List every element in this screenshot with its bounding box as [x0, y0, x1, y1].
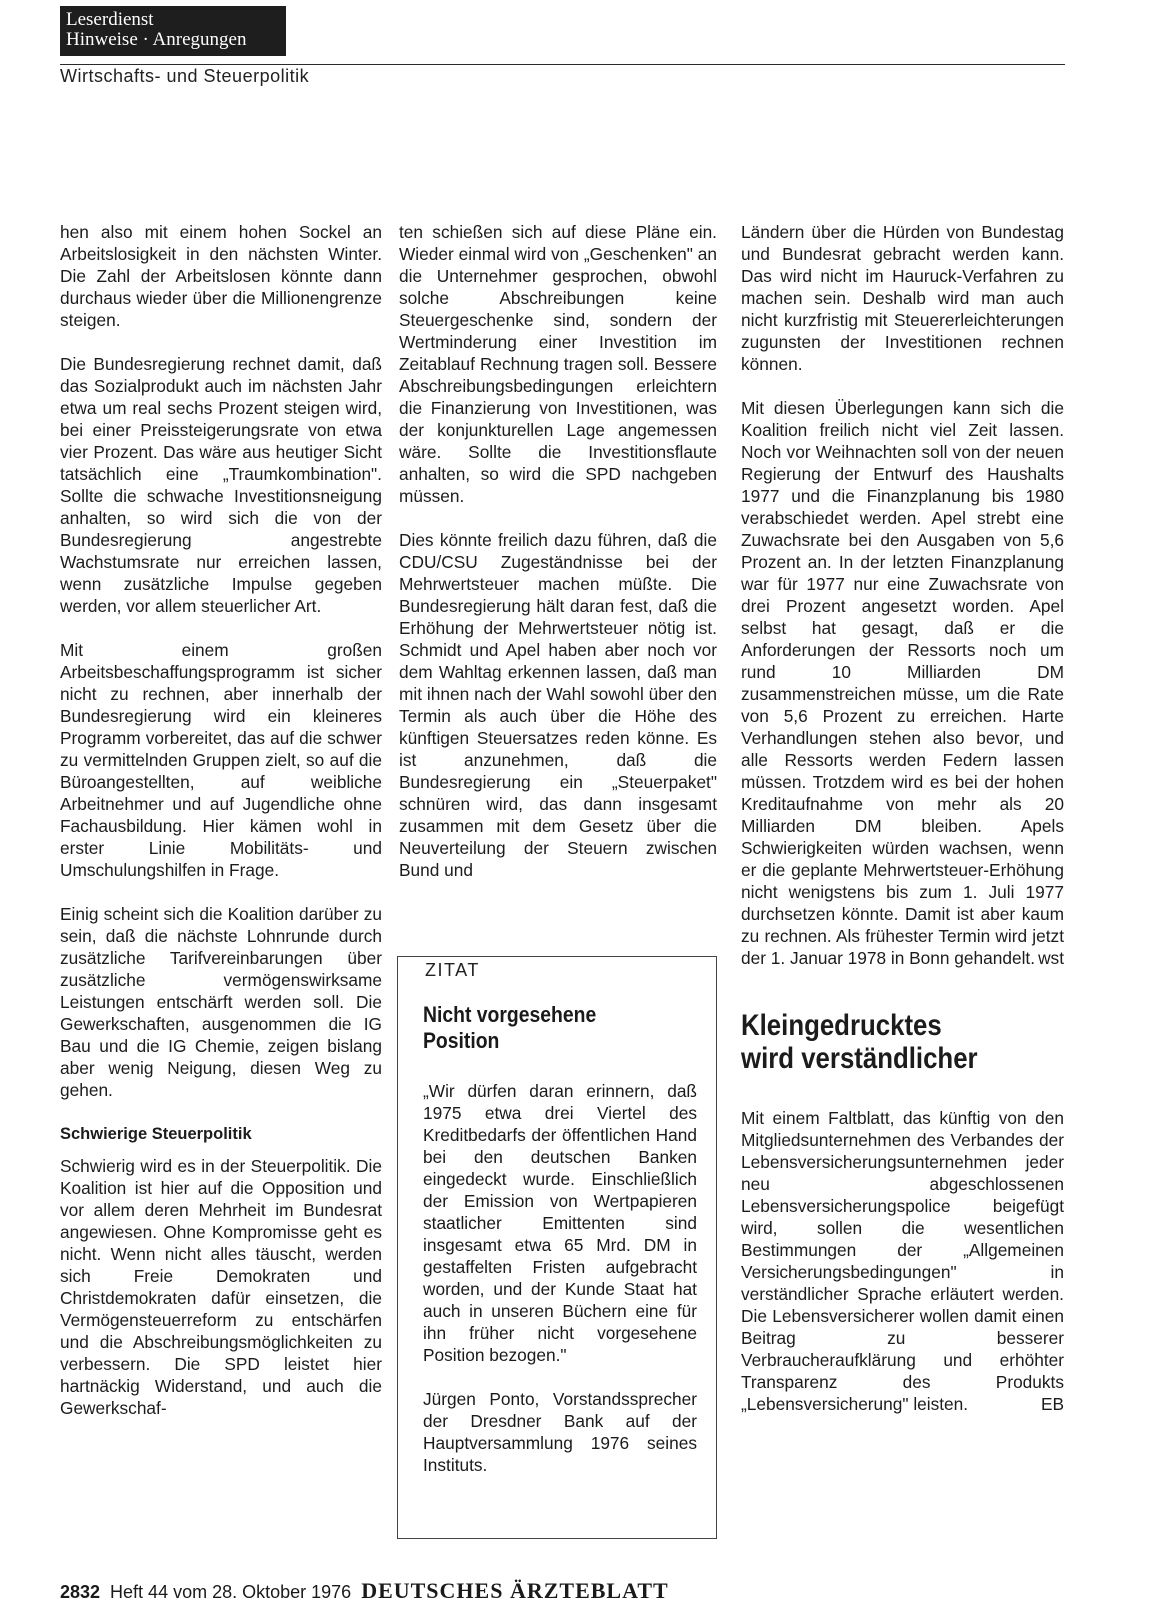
- paragraph: Ländern über die Hürden von Bundestag und Bundesrat gebracht werden kann. Das wird nicht im Hauruck-Verfahren zu machen sein. Deshalb wird man auch nicht kurzfristig mit Steuererleichterungen zugunsten der Investitionen rechnen können.: [741, 222, 1064, 374]
- paragraph: [741, 397, 1064, 969]
- paragraph: Dies könnte freilich dazu führen, daß die CDU/CSU Zugeständnisse bei der Mehrwertsteuer machen müßte. Die Bundesregierung hält daran fest, daß die Erhöhung der Mehrwertsteuer nötig ist. Schmidt und Apel haben aber noch vor dem Wahltag erkennen lassen, daß man mit ihnen nach der Wahl sowohl über den Termin als auch über die Höhe des künftigen Steuersatzes reden könne. Es ist anzunehmen, daß die Bundesregierung ein „Steuerpaket" schnüren wird, das dann insgesamt zusammen mit dem Gesetz über die Neuverteilung der Steuern zwischen Bund und: [399, 530, 717, 880]
- header-divider: [60, 64, 1065, 65]
- paragraph-text: Mit diesen Überlegungen kann sich die Koalition freilich nicht viel Zeit lassen. Noch vor Weihnachten soll von der neuen Regierung der Entwurf des Haushalts 1977 und die Finanzplanung bis 1980 verabschiedet werden. Apel strebt eine Zuwachsrate bei den Ausgaben von 5,6 Prozent an. In der letzten Finanzplanung war für 1977 nur eine Zuwachsrate von drei Prozent angesetzt worden. Apel selbst hat gesagt, daß er die Anforderungen der Ressorts noch um rund 10 Milliarden DM zusammenstreichen müsse, um die Rate von 5,6 Prozent zu erreichen. Harte Verhandlungen stehen also bevor, und alle Ressorts werden Federn lassen müssen. Trotzdem wird es bei der hohen Kreditaufnahme von mehr als 20 Milliarden DM bleiben. Apels Schwierigkeiten würden wachsen, wenn er die geplante Mehrwertsteuer-Erhöhung nicht wenigstens bis zum 1. Juli 1977 durchsetzen könnte. Damit ist aber kaum zu rechnen. Als frühester Termin wird jetzt der 1. Januar 1978 in Bonn gehandelt.: [741, 398, 1064, 968]
- paragraph: Einig scheint sich die Koalition darüber zu sein, daß die nächste Lohnrunde durch zusätzliche Tarifvereinbarungen über zusätzliche vermögenswirksame Leistungen entschärft werden soll. Die Gewerkschaften, ausgenommen die IG Bau und die IG Chemie, zeigen bislang aber wenig Neigung, diesen Weg zu gehen.: [60, 904, 382, 1100]
- issue-info: Heft 44 vom 28. Oktober 1976: [110, 1582, 352, 1602]
- author-sign: EB: [1040, 1394, 1064, 1414]
- section-label-line1: Leserdienst: [66, 9, 154, 30]
- column-2: [399, 221, 717, 881]
- subheading: Schwierige Steuerpolitik: [60, 1125, 252, 1143]
- magazine-name: DEUTSCHES ÄRZTEBLATT: [361, 1578, 669, 1603]
- page-footer: [60, 1578, 669, 1604]
- quote-body: [423, 1080, 697, 1476]
- quote-label: ZITAT: [398, 960, 490, 981]
- paragraph: [741, 1107, 1064, 1415]
- column-1: [60, 221, 382, 1419]
- article-title: [741, 1009, 1019, 1075]
- section-title: Wirtschafts- und Steuerpolitik: [60, 66, 310, 86]
- quote-text: „Wir dürfen daran erinnern, daß 1975 etwa drei Viertel des Kreditbedarfs der öffentlichen Hand bei den deutschen Banken eingedeckt wurde. Einschließlich der Emission von Wertpapieren staatlicher Emittenten sind insgesamt etwa 65 Mrd. DM in gestaffelten Fristen aufgebracht worden, und der Kunde Staat hat auch in unseren Büchern eine für ihn früher nicht vorgesehene Position bezogen.": [423, 1081, 697, 1365]
- paragraph-text: Mit einem Faltblatt, das künftig von den Mitgliedsunternehmen des Verbandes der Lebensversicherungsunternehmen jeder neu abgeschlossenen Lebensversicherungspolice beigefügt wird, sollen die wesentlichen Bestimmungen der „Allgemeinen Versicherungsbedingungen" in verständlicher Sprache erläutert werden. Die Lebensversicherer wollen damit einen Beitrag zu besserer Verbraucheraufklärung und erhöhter Transparenz des Produkts „Lebensversicherung" leisten.: [741, 1108, 1064, 1414]
- paragraph: Schwierig wird es in der Steuerpolitik. Die Koalition ist hier auf die Opposition und vor allem deren Mehrheit im Bundesrat angewiesen. Ohne Kompromisse geht es nicht. Wenn nicht alles täuscht, werden sich Freie Demokraten und Christdemokraten dafür einsetzen, die Vermögensteuerreform zu entschärfen und die Abschreibungsmöglichkeiten zu verbessern. Die SPD leistet hier hartnäckig Widerstand, und auch die Gewerkschaf-: [60, 1156, 382, 1418]
- quote-source: Jürgen Ponto, Vorstandssprecher der Dresdner Bank auf der Hauptversammlung 1976 seines Instituts.: [423, 1389, 697, 1475]
- author-sign: wst: [1038, 948, 1064, 968]
- paragraph: ten schießen sich auf diese Pläne ein. Wieder einmal wird von „Geschenken" an die Unternehmer gesprochen, obwohl solche Abschreibungen keine Steuergeschenke sind, sondern der Wertminderung einer Investition im Zeitablauf Rechnung tragen soll. Bessere Abschreibungsbedingungen erleichtern die Finanzierung von Investitionen, was der konjunkturellen Lage angemessen wäre. Sollte die Investitionsflaute anhalten, so wird die SPD nachgeben müssen.: [399, 222, 717, 506]
- section-label-line2: Hinweise · Anregungen: [66, 29, 247, 50]
- section-label-box: [60, 6, 286, 56]
- quote-title-line1: Nicht vorgesehene: [423, 1002, 597, 1027]
- quote-title-line2: Position: [423, 1028, 500, 1053]
- page-number: 2832: [60, 1582, 101, 1602]
- quote-content: [423, 1002, 697, 1498]
- column-3: [741, 221, 1064, 1415]
- paragraph: Mit einem großen Arbeitsbeschaffungsprogramm ist sicher nicht zu rechnen, aber innerhalb der Bundesregierung wird ein kleineres Programm vorbereitet, das auf die schwer zu vermittelnden Gruppen zielt, so auf die Büroangestellten, auf weibliche Arbeitnehmer und auf Jugendliche ohne Fachausbildung. Hier kämen wohl in erster Linie Mobilitäts- und Umschulungshilfen in Frage.: [60, 640, 382, 880]
- article-title-line1: Kleingedrucktes: [741, 1009, 942, 1042]
- paragraph: hen also mit einem hohen Sockel an Arbeitslosigkeit in den nächsten Winter. Die Zahl der Arbeitslosen könnte dann durchaus wieder über die Millionengrenze steigen.: [60, 222, 382, 330]
- quote-title: [423, 1002, 664, 1054]
- paragraph: Die Bundesregierung rechnet damit, daß das Sozialprodukt auch im nächsten Jahr etwa um real sechs Prozent steigen wird, bei einer Preissteigerungsrate von etwa vier Prozent. Das wäre aus heutiger Sicht tatsächlich eine „Traumkombination". Sollte die schwache Investitionsneigung anhalten, so wird sich die von der Bundesregierung angestrebte Wachstumsrate nur erreichen lassen, wenn zusätzliche Impulse gegeben werden, vor allem steuerlicher Art.: [60, 354, 382, 616]
- article-title-line2: wird verständlicher: [741, 1042, 978, 1075]
